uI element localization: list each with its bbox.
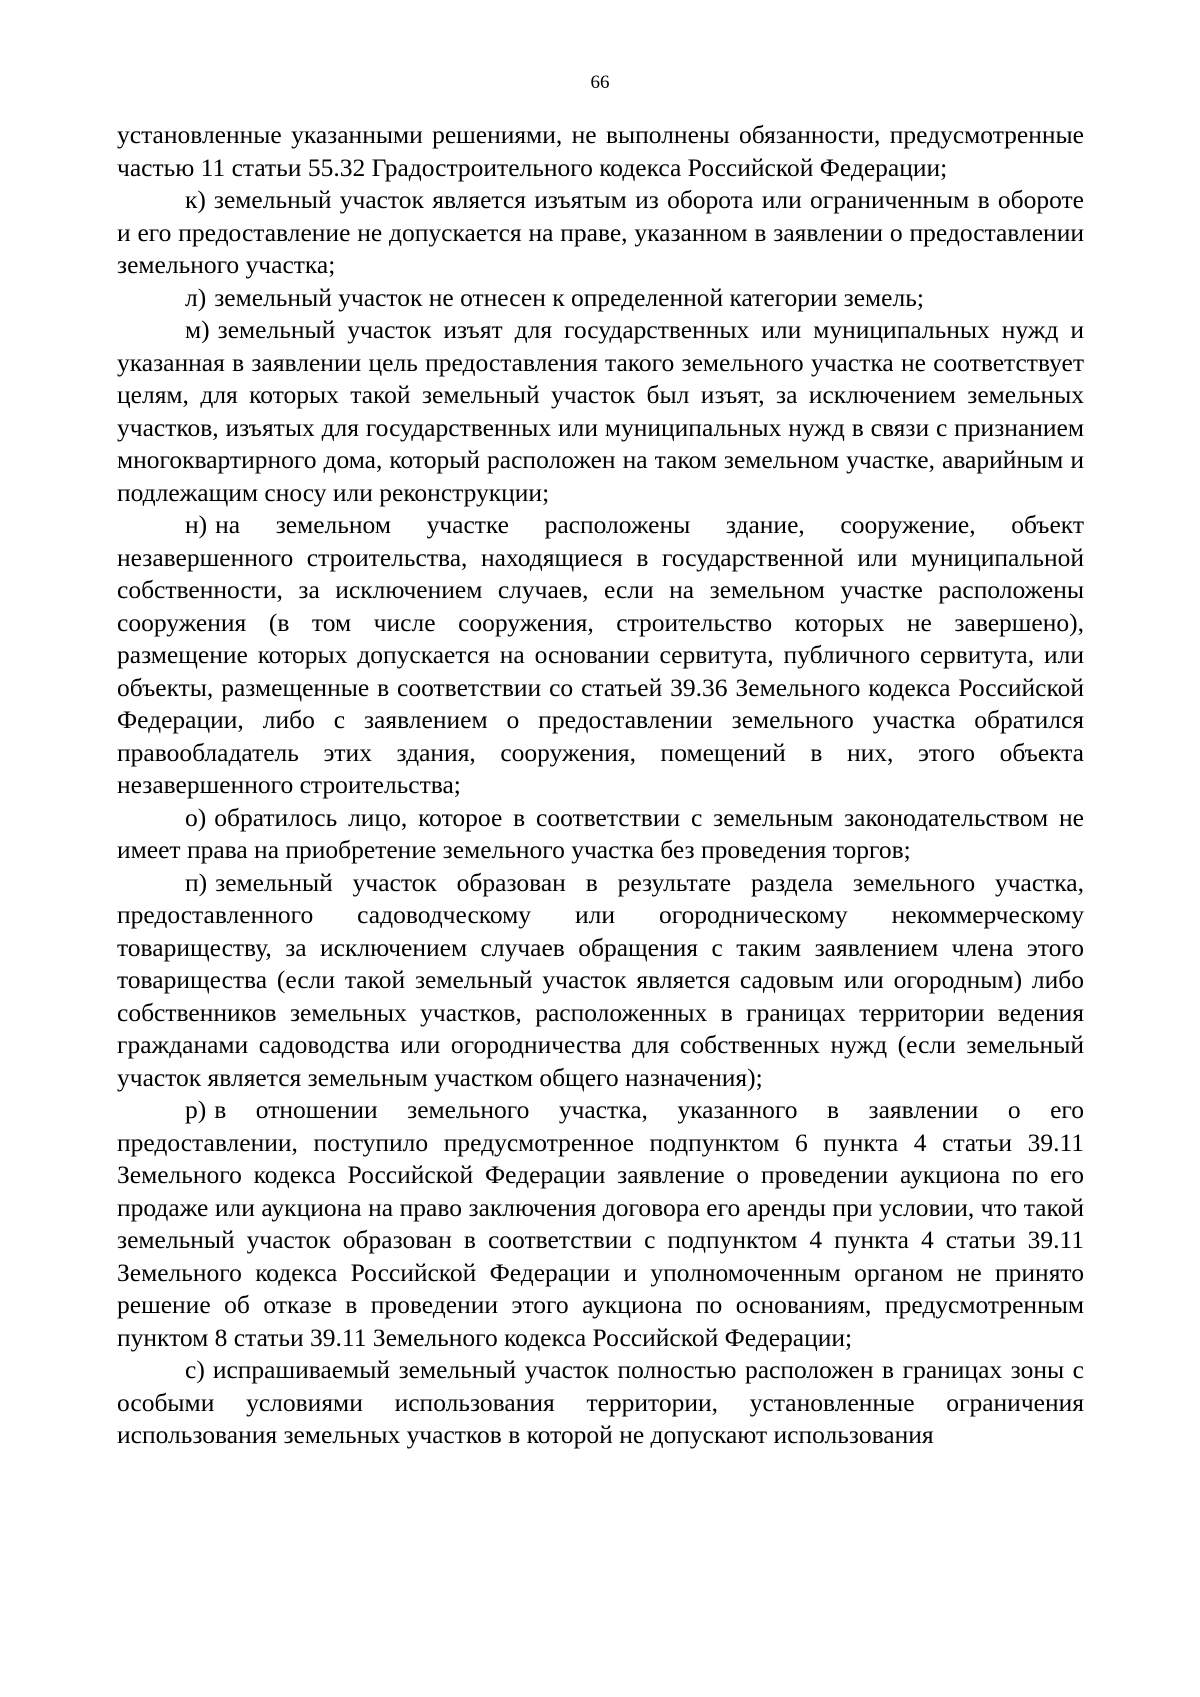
page-number: 66 [590, 72, 610, 93]
paragraph-marker: м) [185, 315, 210, 344]
paragraph-text: земельный участок не отнесен к определенной категории земель; [214, 282, 924, 312]
paragraph-l [117, 282, 1084, 315]
paragraph-k [117, 184, 1084, 282]
paragraph-marker: с) [185, 1355, 205, 1384]
paragraph-marker: р) [185, 1095, 207, 1124]
paragraph-text: обратилось лицо, которое в соответствии с земельным законодательством не имеет права на приобретение земельного участка без проведения торгов; [117, 802, 1084, 864]
paragraph-continuation [117, 119, 1084, 184]
paragraph-r [117, 1094, 1084, 1354]
paragraph-m [117, 314, 1084, 509]
paragraph-text: на земельном участке расположены здание, сооружение, объект незавершенного строительства, находящиеся в государственной или муниципальной собственности, за исключением случаев, если на земельном участке расположены сооружения (в том числе сооружения, строительство которых не завершено), размещение которых допускается на основании сервитута, публичного сервитута, или объекты, размещенные в соответствии со статьей 39.36 Земельного кодекса Российской Федерации, либо с заявлением о предоставлении земельного участка обратился правообладатель этих здания, сооружения, помещений в них, этого объекта незавершенного строительства; [117, 510, 1084, 799]
paragraph-marker: л) [185, 282, 207, 312]
paragraph-o [117, 802, 1084, 867]
paragraph-s [117, 1354, 1084, 1452]
paragraph-marker: п) [185, 867, 208, 897]
paragraph-text: установленные указанными решениями, не выполнены обязанности, предусмотренные частью 11 статьи 55.32 Градостроительного кодекса Российской Федерации; [117, 120, 1084, 182]
paragraph-text: в отношении земельного участка, указанного в заявлении о его предоставлении, поступило предусмотренное подпунктом 6 пункта 4 статьи 39.11 Земельного кодекса Российской Федерации заявление о проведении аукциона по его продаже или аукциона на право заключения договора его аренды при условии, что такой земельный участок образован в соответствии с подпунктом 4 пункта 4 статьи 39.11 Земельного кодекса Российской Федерации и уполномоченным органом не принято решение об отказе в проведении этого аукциона по основаниям, предусмотренным пунктом 8 статьи 39.11 Земельного кодекса Российской Федерации; [117, 1095, 1084, 1352]
paragraph-p [117, 867, 1084, 1095]
paragraph-text: земельный участок образован в результате раздела земельного участка, предоставленного садоводческому или огородническому некоммерческому товариществу, за исключением случаев обращения с таким заявлением члена этого товарищества (если такой земельный участок является садовым или огородным) либо собственников земельных участков, расположенных в границах территории ведения гражданами садоводства или огородничества для собственных нужд (если земельный участок является земельным участком общего назначения); [117, 867, 1084, 1092]
paragraph-text: испрашиваемый земельный участок полностью расположен в границах зоны с особыми условиями использования территории, установленные ограничения использования земельных участков в которой не допускают использования [117, 1355, 1084, 1449]
paragraph-text: земельный участок является изъятым из оборота или ограниченным в обороте и его предоставление не допускается на праве, указанном в заявлении о предоставлении земельного участка; [117, 185, 1084, 279]
paragraph-text: земельный участок изъят для государственных или муниципальных нужд и указанная в заявлении цель предоставления такого земельного участка не соответствует целям, для которых такой земельный участок был изъят, за исключением земельных участков, изъятых для государственных или муниципальных нужд в связи с признанием многоквартирного дома, который расположен на таком земельном участке, аварийным и подлежащим сносу или реконструкции; [117, 315, 1084, 507]
paragraph-marker: о) [185, 802, 207, 832]
paragraph-marker: н) [185, 510, 208, 539]
document-body [117, 119, 1084, 1452]
paragraph-n [117, 509, 1084, 802]
paragraph-marker: к) [185, 185, 206, 214]
